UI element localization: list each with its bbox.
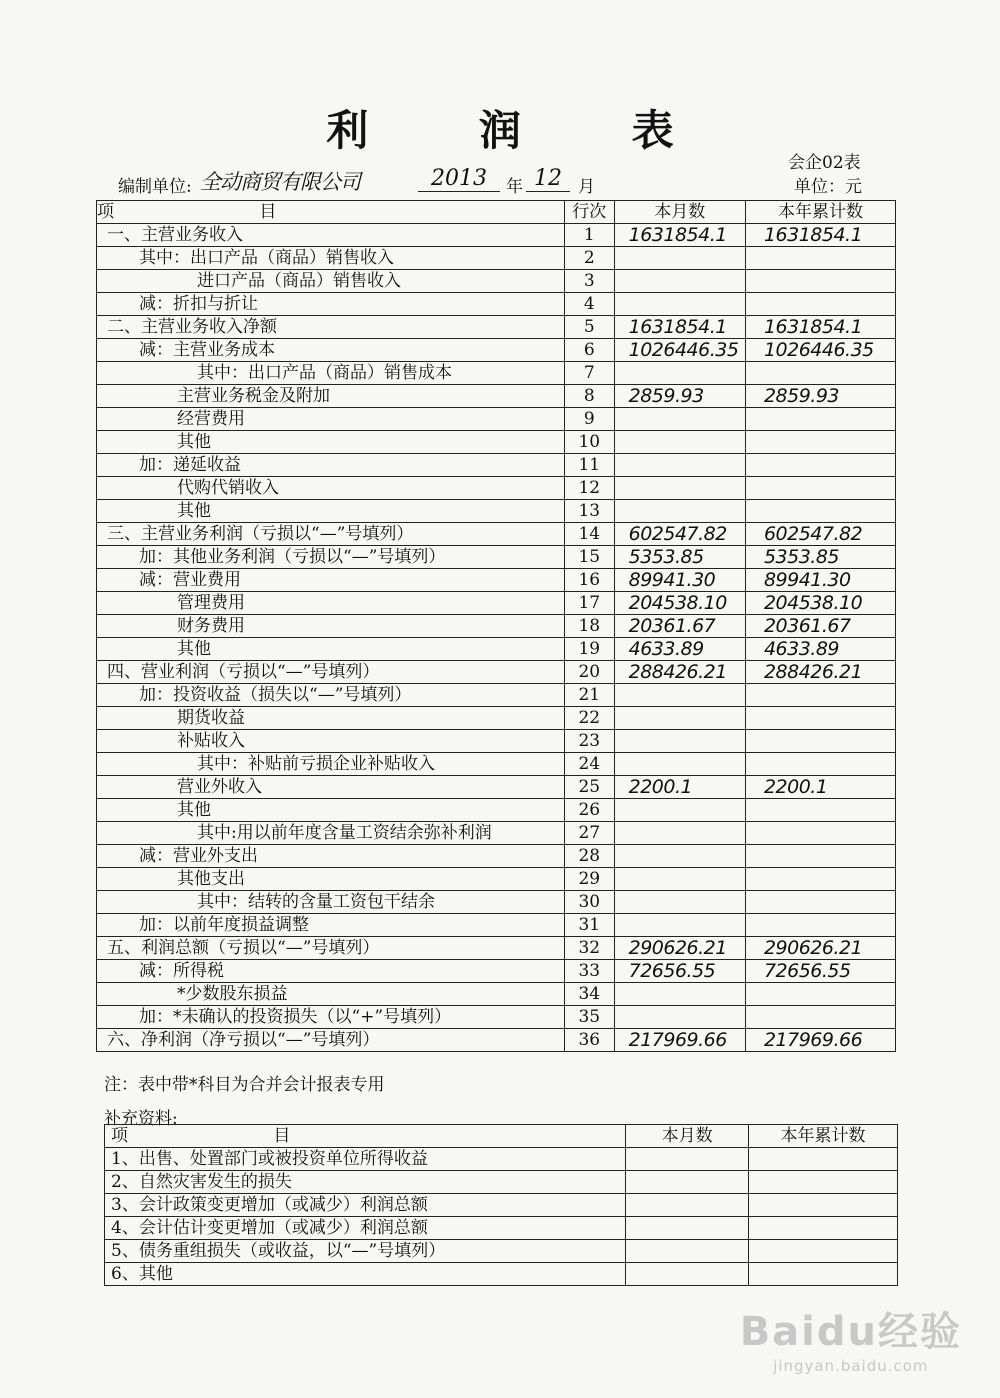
row-month-value: 288426.21: [614, 661, 745, 684]
row-month-value: 2200.1: [614, 776, 745, 799]
row-line-number: 13: [564, 500, 614, 523]
row-month-value: [614, 730, 745, 753]
row-item-label: 一、主营业务收入: [97, 224, 565, 247]
row-month-value: [614, 454, 745, 477]
table-row: [97, 316, 896, 339]
row-item-label: 五、利润总额（亏损以“—”号填列）: [97, 937, 565, 960]
row-item-label: 经营费用: [97, 408, 565, 431]
header-info-row: [118, 166, 888, 198]
row-month-value: 72656.55: [614, 960, 745, 983]
row-year-value: 89941.30: [745, 569, 895, 592]
row-line-number: 2: [564, 247, 614, 270]
row-month-value: 1631854.1: [614, 316, 745, 339]
row-line-number: 12: [564, 477, 614, 500]
row-year-value: [745, 684, 895, 707]
form-code: 会企02表: [788, 153, 861, 173]
row-item-label: 三、主营业务利润（亏损以“—”号填列）: [97, 523, 565, 546]
row-item-label: 其他支出: [97, 868, 565, 891]
row-month-value: [614, 799, 745, 822]
row-item-label: 财务费用: [97, 615, 565, 638]
supp-item-label: 2、自然灾害发生的损失: [105, 1171, 626, 1194]
table-row: [97, 362, 896, 385]
row-line-number: 21: [564, 684, 614, 707]
row-item-label: 其中:用以前年度含量工资结余弥补利润: [97, 822, 565, 845]
row-year-value: 5353.85: [745, 546, 895, 569]
row-year-value: [745, 730, 895, 753]
row-month-value: [614, 293, 745, 316]
income-table-body: [97, 224, 896, 1052]
table-row: [97, 615, 896, 638]
row-year-value: [745, 799, 895, 822]
row-year-value: [745, 270, 895, 293]
table-row: [97, 224, 896, 247]
row-line-number: 9: [564, 408, 614, 431]
row-line-number: 26: [564, 799, 614, 822]
table-row: [97, 684, 896, 707]
row-item-label: 补贴收入: [97, 730, 565, 753]
supp-item-label: 5、债务重组损失（或收益，以“—”号填列）: [105, 1240, 626, 1263]
row-item-label: 加：投资收益（损失以“—”号填列）: [97, 684, 565, 707]
supplement-row: [105, 1194, 898, 1217]
table-row: [97, 937, 896, 960]
table-row: [97, 707, 896, 730]
row-year-value: [745, 753, 895, 776]
row-month-value: [614, 845, 745, 868]
row-item-label: 减：主营业务成本: [97, 339, 565, 362]
header-item: 项 目: [97, 201, 565, 224]
table-row: [97, 339, 896, 362]
supplement-row: [105, 1171, 898, 1194]
row-month-value: 1026446.35: [614, 339, 745, 362]
row-item-label: 二、主营业务收入净额: [97, 316, 565, 339]
supplement-row: [105, 1263, 898, 1286]
row-item-label: 加：递延收益: [97, 454, 565, 477]
row-line-number: 11: [564, 454, 614, 477]
supp-header-year-total: 本年累计数: [748, 1125, 897, 1148]
row-line-number: 35: [564, 1006, 614, 1029]
row-month-value: 20361.67: [614, 615, 745, 638]
row-line-number: 6: [564, 339, 614, 362]
row-line-number: 5: [564, 316, 614, 339]
row-item-label: 其中：出口产品（商品）销售成本: [97, 362, 565, 385]
table-row: [97, 477, 896, 500]
row-line-number: 14: [564, 523, 614, 546]
row-year-value: [745, 408, 895, 431]
table-note: 注：表中带*科目为合并会计报表专用: [104, 1075, 385, 1095]
row-year-value: 1631854.1: [745, 316, 895, 339]
row-line-number: 7: [564, 362, 614, 385]
table-row: [97, 1006, 896, 1029]
row-month-value: [614, 868, 745, 891]
table-row: [97, 546, 896, 569]
row-year-value: [745, 891, 895, 914]
header-line-no: 行次: [564, 201, 614, 224]
row-item-label: 其他: [97, 500, 565, 523]
table-header-row: [97, 201, 896, 224]
row-line-number: 23: [564, 730, 614, 753]
row-line-number: 22: [564, 707, 614, 730]
row-month-value: [614, 270, 745, 293]
row-line-number: 28: [564, 845, 614, 868]
supp-year-value: [748, 1240, 897, 1263]
row-item-label: 其他: [97, 799, 565, 822]
table-row: [97, 569, 896, 592]
row-line-number: 16: [564, 569, 614, 592]
table-row: [97, 868, 896, 891]
row-year-value: 602547.82: [745, 523, 895, 546]
row-line-number: 30: [564, 891, 614, 914]
row-year-value: [745, 983, 895, 1006]
supplement-row: [105, 1148, 898, 1171]
supp-month-value: [626, 1148, 749, 1171]
row-line-number: 18: [564, 615, 614, 638]
row-year-value: [745, 500, 895, 523]
row-month-value: [614, 707, 745, 730]
row-year-value: [745, 707, 895, 730]
row-line-number: 29: [564, 868, 614, 891]
table-row: [97, 247, 896, 270]
row-item-label: 四、营业利润（亏损以“—”号填列）: [97, 661, 565, 684]
row-month-value: [614, 408, 745, 431]
row-item-label: 营业外收入: [97, 776, 565, 799]
supp-item-label: 1、出售、处置部门或被投资单位所得收益: [105, 1148, 626, 1171]
row-item-label: 其他: [97, 431, 565, 454]
row-item-label: 减：营业费用: [97, 569, 565, 592]
table-row: [97, 960, 896, 983]
supp-month-value: [626, 1217, 749, 1240]
report-month: 12: [526, 166, 570, 192]
row-year-value: [745, 1006, 895, 1029]
watermark-url: jingyan.baidu.com: [773, 1357, 929, 1375]
table-row: [97, 753, 896, 776]
supp-month-value: [626, 1263, 749, 1286]
row-year-value: [745, 845, 895, 868]
table-row: [97, 431, 896, 454]
row-month-value: 2859.93: [614, 385, 745, 408]
table-row: [97, 776, 896, 799]
supp-header-month: 本月数: [626, 1125, 749, 1148]
row-line-number: 1: [564, 224, 614, 247]
row-month-value: [614, 1006, 745, 1029]
row-month-value: [614, 983, 745, 1006]
row-year-value: [745, 362, 895, 385]
row-month-value: 204538.10: [614, 592, 745, 615]
row-month-value: 89941.30: [614, 569, 745, 592]
row-year-value: [745, 477, 895, 500]
table-row: [97, 500, 896, 523]
row-line-number: 33: [564, 960, 614, 983]
row-year-value: [745, 431, 895, 454]
row-month-value: [614, 247, 745, 270]
supp-year-value: [748, 1263, 897, 1286]
row-line-number: 24: [564, 753, 614, 776]
table-row: [97, 408, 896, 431]
supplement-row: [105, 1240, 898, 1263]
table-row: [97, 822, 896, 845]
supp-item-label: 4、会计估计变更增加（或减少）利润总额: [105, 1217, 626, 1240]
row-year-value: 2200.1: [745, 776, 895, 799]
row-item-label: 加：其他业务利润（亏损以“—”号填列）: [97, 546, 565, 569]
supplement-label: 补充资料:: [104, 1109, 178, 1129]
table-row: [97, 914, 896, 937]
supp-month-value: [626, 1171, 749, 1194]
row-year-value: [745, 293, 895, 316]
row-line-number: 19: [564, 638, 614, 661]
row-month-value: 5353.85: [614, 546, 745, 569]
table-row: [97, 638, 896, 661]
table-row: [97, 293, 896, 316]
row-item-label: 进口产品（商品）销售收入: [97, 270, 565, 293]
row-line-number: 3: [564, 270, 614, 293]
row-year-value: 290626.21: [745, 937, 895, 960]
page-title: 利 润 表: [326, 106, 722, 155]
table-row: [97, 523, 896, 546]
row-line-number: 20: [564, 661, 614, 684]
row-line-number: 17: [564, 592, 614, 615]
row-year-value: 204538.10: [745, 592, 895, 615]
supp-month-value: [626, 1240, 749, 1263]
supplement-row: [105, 1217, 898, 1240]
row-month-value: [614, 822, 745, 845]
table-row: [97, 1029, 896, 1052]
row-year-value: 20361.67: [745, 615, 895, 638]
table-row: [97, 845, 896, 868]
row-line-number: 34: [564, 983, 614, 1006]
table-row: [97, 661, 896, 684]
row-item-label: 其中：结转的含量工资包干结余: [97, 891, 565, 914]
row-line-number: 31: [564, 914, 614, 937]
row-line-number: 25: [564, 776, 614, 799]
table-row: [97, 891, 896, 914]
supp-year-value: [748, 1171, 897, 1194]
row-month-value: 290626.21: [614, 937, 745, 960]
row-line-number: 4: [564, 293, 614, 316]
row-line-number: 8: [564, 385, 614, 408]
row-month-value: 4633.89: [614, 638, 745, 661]
table-row: [97, 454, 896, 477]
table-row: [97, 983, 896, 1006]
row-month-value: 602547.82: [614, 523, 745, 546]
row-line-number: 15: [564, 546, 614, 569]
header-year-total: 本年累计数: [745, 201, 895, 224]
supp-item-label: 3、会计政策变更增加（或减少）利润总额: [105, 1194, 626, 1217]
row-item-label: 减：营业外支出: [97, 845, 565, 868]
row-month-value: [614, 362, 745, 385]
row-month-value: 1631854.1: [614, 224, 745, 247]
row-item-label: *少数股东损益: [97, 983, 565, 1006]
row-month-value: [614, 684, 745, 707]
supplement-header-row: [105, 1125, 898, 1148]
row-item-label: 减：折扣与折让: [97, 293, 565, 316]
row-year-value: 288426.21: [745, 661, 895, 684]
row-month-value: [614, 753, 745, 776]
row-item-label: 其他: [97, 638, 565, 661]
table-row: [97, 799, 896, 822]
row-item-label: 管理费用: [97, 592, 565, 615]
table-row: [97, 270, 896, 293]
supplement-table: [104, 1124, 898, 1286]
row-line-number: 32: [564, 937, 614, 960]
month-label: 月: [578, 177, 595, 197]
row-year-value: 72656.55: [745, 960, 895, 983]
watermark-brand: Baidu经验: [739, 1309, 962, 1355]
row-year-value: [745, 247, 895, 270]
row-year-value: 2859.93: [745, 385, 895, 408]
year-label: 年: [506, 177, 523, 197]
row-item-label: 其中：出口产品（商品）销售收入: [97, 247, 565, 270]
table-row: [97, 592, 896, 615]
supp-header-item: 项 目: [105, 1125, 626, 1148]
row-line-number: 36: [564, 1029, 614, 1052]
row-line-number: 10: [564, 431, 614, 454]
row-item-label: 主营业务税金及附加: [97, 385, 565, 408]
row-year-value: [745, 822, 895, 845]
supp-item-label: 6、其他: [105, 1263, 626, 1286]
row-year-value: 1631854.1: [745, 224, 895, 247]
supp-month-value: [626, 1194, 749, 1217]
supp-year-value: [748, 1217, 897, 1240]
row-month-value: [614, 477, 745, 500]
row-item-label: 减：所得税: [97, 960, 565, 983]
currency-unit: 单位：元: [794, 177, 862, 197]
row-year-value: [745, 914, 895, 937]
supplement-table-body: [105, 1148, 898, 1286]
row-year-value: 217969.66: [745, 1029, 895, 1052]
row-year-value: [745, 868, 895, 891]
row-item-label: 六、净利润（净亏损以“—”号填列）: [97, 1029, 565, 1052]
row-month-value: [614, 914, 745, 937]
row-month-value: [614, 500, 745, 523]
report-year: 2013: [418, 166, 500, 192]
row-item-label: 其中：补贴前亏损企业补贴收入: [97, 753, 565, 776]
row-line-number: 27: [564, 822, 614, 845]
header-month: 本月数: [614, 201, 745, 224]
baidu-watermark: [740, 1300, 962, 1375]
row-item-label: 加：*未确认的投资损失（以“+”号填列）: [97, 1006, 565, 1029]
row-item-label: 加：以前年度损益调整: [97, 914, 565, 937]
row-year-value: [745, 454, 895, 477]
table-row: [97, 385, 896, 408]
row-month-value: [614, 431, 745, 454]
company-name: 全动商贸有限公司: [200, 170, 360, 194]
unit-label: 编制单位:: [118, 177, 192, 197]
supp-year-value: [748, 1148, 897, 1171]
income-table: [96, 200, 896, 1052]
row-year-value: 1026446.35: [745, 339, 895, 362]
row-item-label: 代购代销收入: [97, 477, 565, 500]
row-month-value: [614, 891, 745, 914]
table-row: [97, 730, 896, 753]
row-year-value: 4633.89: [745, 638, 895, 661]
row-item-label: 期货收益: [97, 707, 565, 730]
supp-year-value: [748, 1194, 897, 1217]
row-month-value: 217969.66: [614, 1029, 745, 1052]
